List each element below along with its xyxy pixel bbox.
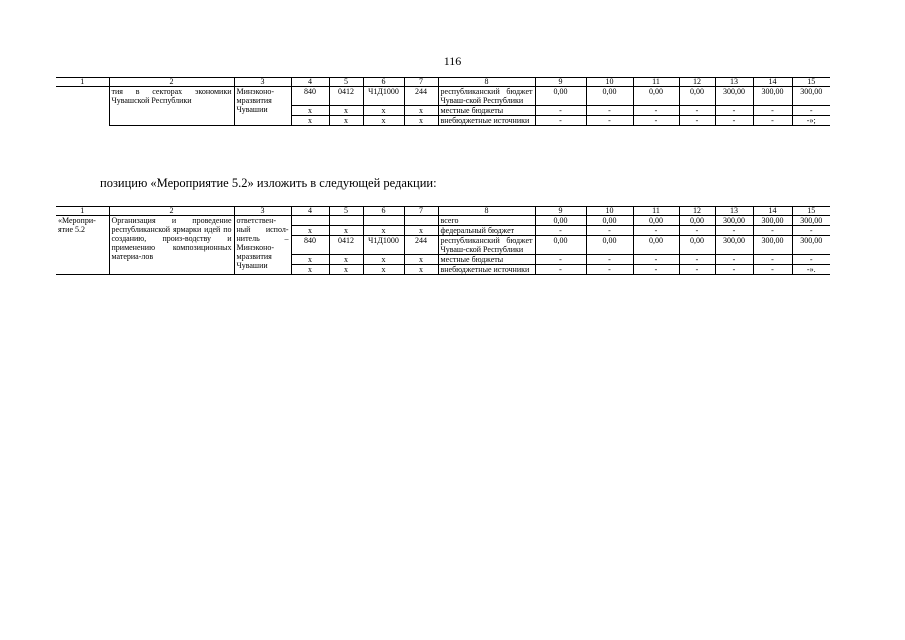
amount-cell: -	[586, 106, 633, 116]
column-number-cell: 5	[329, 78, 363, 87]
column-number-cell: 9	[535, 207, 586, 216]
column-number-cell: 10	[586, 78, 633, 87]
page-number: 116	[443, 54, 462, 68]
code-cell	[363, 216, 404, 226]
column-number-cell: 14	[753, 207, 792, 216]
amount-cell: -	[633, 265, 679, 275]
code-cell: x	[291, 226, 329, 236]
amount-cell: -	[792, 226, 830, 236]
amount-cell: -	[715, 106, 753, 116]
code-cell: x	[329, 265, 363, 275]
column-number-cell: 12	[679, 78, 715, 87]
code-cell: x	[363, 106, 404, 116]
code-cell: 840	[291, 236, 329, 255]
column-number-cell: 2	[109, 78, 234, 87]
amount-cell: -	[535, 226, 586, 236]
amount-cell: -	[633, 255, 679, 265]
amount-cell: -	[715, 255, 753, 265]
amount-cell: -	[535, 106, 586, 116]
column-number-cell: 13	[715, 78, 753, 87]
amount-cell: 300,00	[715, 216, 753, 226]
amount-cell: -».	[792, 265, 830, 275]
code-cell: Ч1Д1000	[363, 87, 404, 106]
amount-cell: -	[792, 106, 830, 116]
table-row	[56, 87, 830, 106]
column-number-cell: 11	[633, 78, 679, 87]
column-number-cell: 1	[56, 207, 109, 216]
amount-cell: -	[586, 116, 633, 126]
funding-source-cell: федеральный бюджет	[438, 226, 535, 236]
amount-cell: -	[753, 226, 792, 236]
column-number-cell: 6	[363, 78, 404, 87]
code-cell: 244	[404, 87, 438, 106]
amount-cell: 300,00	[792, 87, 830, 106]
column-number-cell: 7	[404, 78, 438, 87]
column-number-cell: 15	[792, 78, 830, 87]
amount-cell: 0,00	[633, 236, 679, 255]
amount-cell: 0,00	[679, 236, 715, 255]
amount-cell: 0,00	[586, 216, 633, 226]
responsible-executor-cell: Минэконо-мразвития Чувашии	[234, 87, 291, 126]
funding-source-cell: всего	[438, 216, 535, 226]
code-cell: x	[329, 255, 363, 265]
activity-name-cell: тия в секторах экономики Чувашской Республики	[109, 87, 234, 126]
responsible-executor-cell: ответствен-ный испол-нитель – Минэконо-мразвития Чувашии	[234, 216, 291, 275]
code-cell: x	[329, 106, 363, 116]
code-cell: x	[404, 255, 438, 265]
amount-cell: -	[679, 255, 715, 265]
amount-cell: -»;	[792, 116, 830, 126]
column-number-cell: 4	[291, 207, 329, 216]
code-cell	[291, 216, 329, 226]
empty-cell	[56, 87, 109, 126]
funding-source-cell: республиканский бюджет Чуваш-ской Республики	[438, 236, 535, 255]
column-number-cell: 8	[438, 207, 535, 216]
column-number-cell: 7	[404, 207, 438, 216]
amount-cell: 300,00	[792, 216, 830, 226]
code-cell: x	[363, 255, 404, 265]
amount-cell: 0,00	[679, 216, 715, 226]
amount-cell: 0,00	[633, 87, 679, 106]
column-number-cell: 12	[679, 207, 715, 216]
amount-cell: -	[679, 265, 715, 275]
funding-source-cell: местные бюджеты	[438, 255, 535, 265]
code-cell: x	[291, 265, 329, 275]
amount-cell: 0,00	[535, 87, 586, 106]
code-cell: x	[404, 106, 438, 116]
amount-cell: 0,00	[535, 216, 586, 226]
amount-cell: 0,00	[586, 87, 633, 106]
amount-cell: -	[715, 116, 753, 126]
amount-cell: 0,00	[679, 87, 715, 106]
amount-cell: 300,00	[753, 216, 792, 226]
code-cell: x	[404, 265, 438, 275]
code-cell: x	[363, 265, 404, 275]
amount-cell: -	[679, 226, 715, 236]
amount-cell: -	[753, 265, 792, 275]
code-cell: x	[291, 255, 329, 265]
amount-cell: 300,00	[715, 236, 753, 255]
amount-cell: -	[753, 255, 792, 265]
amount-cell: 300,00	[715, 87, 753, 106]
code-cell: x	[404, 116, 438, 126]
code-cell: x	[329, 226, 363, 236]
amount-cell: -	[753, 106, 792, 116]
column-number-cell: 14	[753, 78, 792, 87]
amount-cell: -	[633, 106, 679, 116]
amount-cell: 0,00	[535, 236, 586, 255]
column-number-cell: 3	[234, 207, 291, 216]
funding-source-cell: внебюджетные источники	[438, 116, 535, 126]
funding-source-cell: местные бюджеты	[438, 106, 535, 116]
column-number-cell: 10	[586, 207, 633, 216]
amount-cell: -	[586, 226, 633, 236]
column-number-cell: 8	[438, 78, 535, 87]
amount-cell: -	[535, 116, 586, 126]
column-number-cell: 4	[291, 78, 329, 87]
column-number-row	[56, 78, 830, 87]
activity-number-cell: «Меропри-ятие 5.2	[56, 216, 109, 275]
table-row	[56, 216, 830, 226]
code-cell	[329, 216, 363, 226]
amount-cell: 300,00	[753, 236, 792, 255]
funding-table-previous	[56, 77, 830, 126]
column-number-row	[56, 207, 830, 216]
instruction-text: позицию «Мероприятие 5.2» изложить в следующей редакции:	[100, 176, 437, 190]
amount-cell: -	[715, 226, 753, 236]
code-cell: x	[291, 106, 329, 116]
column-number-cell: 6	[363, 207, 404, 216]
code-cell: 244	[404, 236, 438, 255]
amount-cell: 0,00	[586, 236, 633, 255]
amount-cell: -	[535, 255, 586, 265]
amount-cell: -	[633, 226, 679, 236]
amount-cell: -	[679, 106, 715, 116]
column-number-cell: 11	[633, 207, 679, 216]
column-number-cell: 3	[234, 78, 291, 87]
amount-cell: 0,00	[633, 216, 679, 226]
code-cell: 0412	[329, 87, 363, 106]
column-number-cell: 5	[329, 207, 363, 216]
funding-source-cell: республиканский бюджет Чуваш-ской Республики	[438, 87, 535, 106]
code-cell: x	[363, 116, 404, 126]
column-number-cell: 9	[535, 78, 586, 87]
code-cell: 840	[291, 87, 329, 106]
amount-cell: -	[792, 255, 830, 265]
code-cell: x	[363, 226, 404, 236]
code-cell: x	[329, 116, 363, 126]
amount-cell: -	[633, 116, 679, 126]
code-cell: x	[404, 226, 438, 236]
code-cell: Ч1Д1000	[363, 236, 404, 255]
amount-cell: 300,00	[753, 87, 792, 106]
amount-cell: -	[586, 255, 633, 265]
amount-cell: -	[753, 116, 792, 126]
column-number-cell: 13	[715, 207, 753, 216]
amount-cell: -	[535, 265, 586, 275]
amount-cell: -	[586, 265, 633, 275]
column-number-cell: 2	[109, 207, 234, 216]
amount-cell: -	[715, 265, 753, 275]
column-number-cell: 15	[792, 207, 830, 216]
amount-cell: 300,00	[792, 236, 830, 255]
code-cell: 0412	[329, 236, 363, 255]
column-number-cell: 1	[56, 78, 109, 87]
code-cell: x	[291, 116, 329, 126]
activity-name-cell: Организация и проведение республиканской ярмарки идей по созданию, произ-водству и применению композиционных материа-лов	[109, 216, 234, 275]
funding-table-new	[56, 206, 830, 275]
code-cell	[404, 216, 438, 226]
amount-cell: -	[679, 116, 715, 126]
funding-source-cell: внебюджетные источники	[438, 265, 535, 275]
